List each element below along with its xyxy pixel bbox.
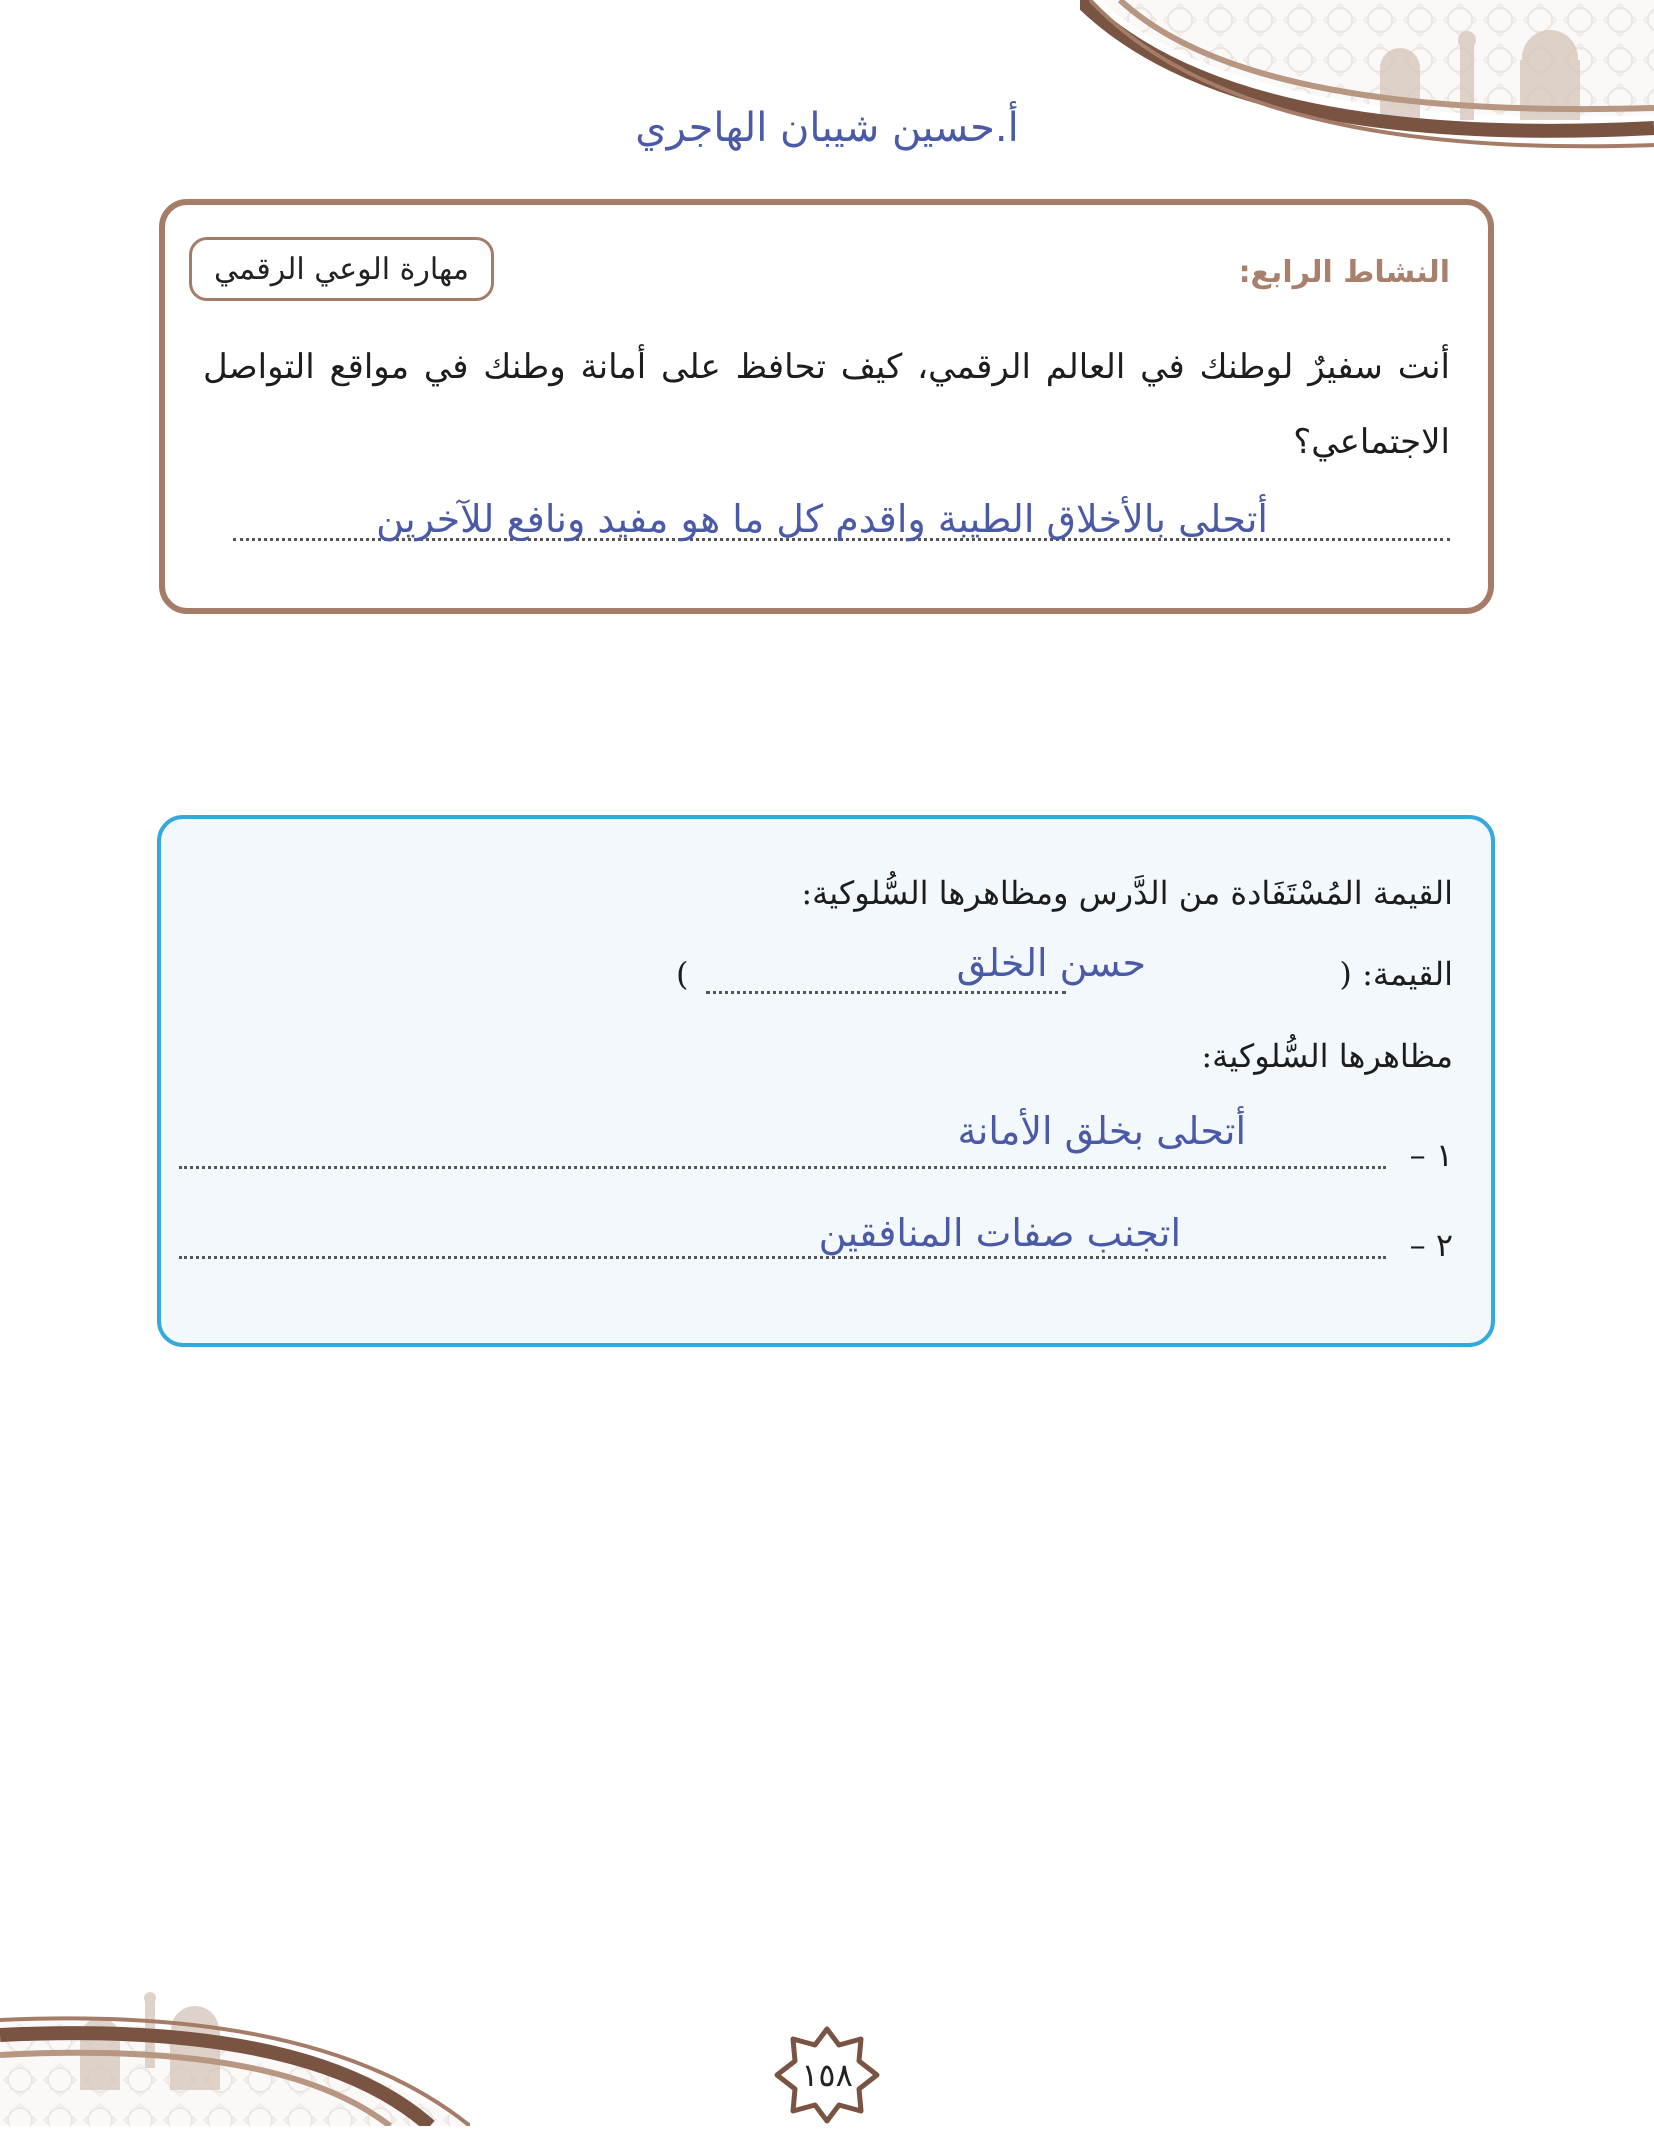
skill-badge: مهارة الوعي الرقمي — [189, 237, 494, 301]
bottom-decorative-banner — [0, 1980, 470, 2126]
behavior-dotted-line-1 — [179, 1166, 1386, 1169]
behavior-dotted-line-2 — [179, 1256, 1386, 1259]
page-number: ١٥٨ — [801, 2056, 853, 2094]
value-label: القيمة: ( — [1339, 955, 1453, 993]
page-number-badge — [773, 2025, 881, 2125]
behavior-number-2: ٢ – — [1409, 1226, 1453, 1264]
value-heading: القيمة المُسْتَفَادة من الدَّرس ومظاهرها السُّلوكية: — [801, 874, 1453, 912]
author-name: أ.حسين شيبان الهاجري — [635, 105, 1019, 151]
activity-question: أنت سفيرٌ لوطنك في العالم الرقمي، كيف تحافظ على أمانة وطنك في مواقع التواصل الاجتماعي؟ — [203, 347, 1450, 462]
lesson-value-box — [157, 815, 1495, 1347]
activity-title: النشاط الرابع: — [1238, 255, 1450, 290]
behavior-answer-1: أتحلى بخلق الأمانة — [957, 1109, 1246, 1153]
behavior-number-1: ١ – — [1409, 1136, 1453, 1174]
activity-answer: أتحلى بالأخلاق الطيبة واقدم كل ما هو مفيد ونافع للآخرين — [376, 497, 1268, 541]
value-dotted-line — [706, 991, 1066, 994]
behavior-answer-2: اتجنب صفات المنافقين — [818, 1211, 1181, 1255]
value-answer: حسن الخلق — [956, 941, 1146, 985]
value-close-paren: ) — [676, 955, 689, 993]
behaviors-label: مظاهرها السُّلوكية: — [1201, 1037, 1453, 1075]
activity-box — [159, 199, 1494, 614]
